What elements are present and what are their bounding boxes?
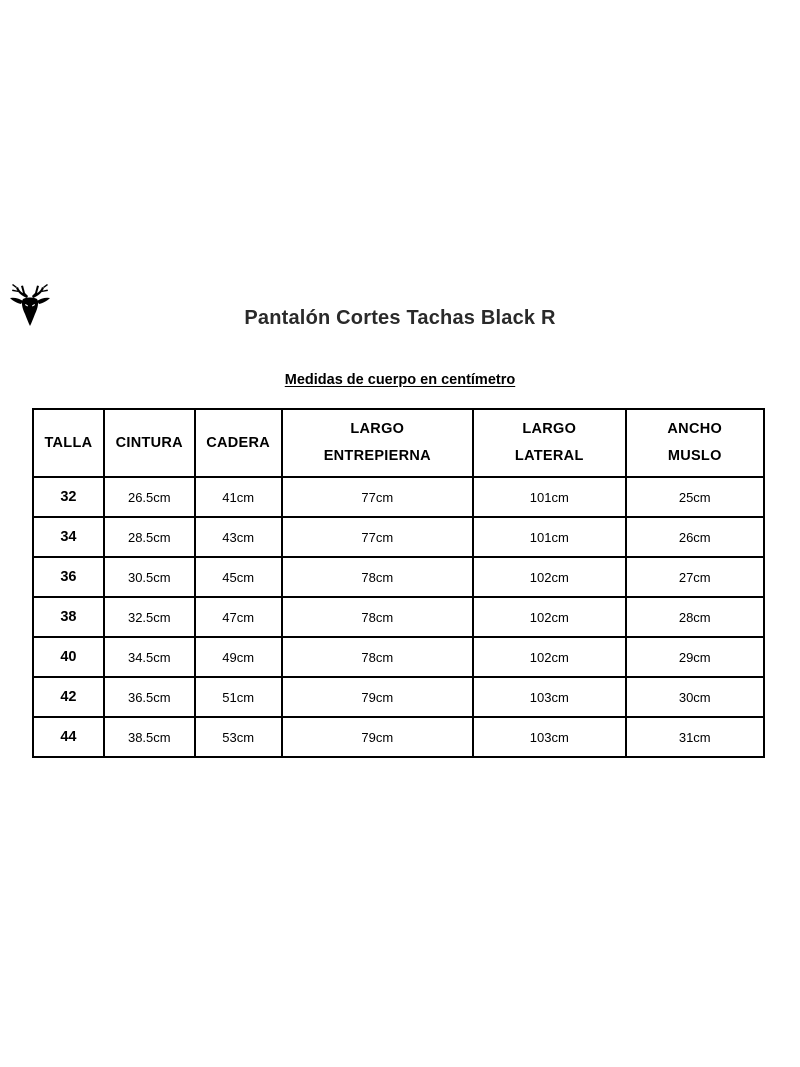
cell-cadera: 45cm	[195, 557, 282, 597]
cell-cintura: 34.5cm	[104, 637, 195, 677]
table-row	[33, 677, 764, 717]
cell-largo-entrepierna: 79cm	[282, 717, 473, 757]
cell-ancho-muslo: 27cm	[626, 557, 765, 597]
cell-ancho-muslo: 25cm	[626, 477, 765, 517]
cell-largo-lateral: 102cm	[473, 557, 625, 597]
header-ancho-muslo	[626, 409, 765, 477]
header-cintura	[104, 409, 195, 477]
cell-ancho-muslo: 30cm	[626, 677, 765, 717]
cell-talla: 40	[33, 637, 104, 677]
header-cadera	[195, 409, 282, 477]
cell-largo-entrepierna: 77cm	[282, 477, 473, 517]
cell-cintura: 38.5cm	[104, 717, 195, 757]
table-row	[33, 717, 764, 757]
cell-largo-lateral: 101cm	[473, 517, 625, 557]
cell-largo-lateral: 103cm	[473, 717, 625, 757]
header-label: TALLA	[44, 434, 93, 451]
table-row	[33, 477, 764, 517]
table-body	[33, 477, 764, 757]
cell-largo-lateral: 101cm	[473, 477, 625, 517]
cell-largo-entrepierna: 79cm	[282, 677, 473, 717]
cell-cintura: 32.5cm	[104, 597, 195, 637]
cell-ancho-muslo: 31cm	[626, 717, 765, 757]
cell-ancho-muslo: 28cm	[626, 597, 765, 637]
cell-talla: 36	[33, 557, 104, 597]
cell-cintura: 30.5cm	[104, 557, 195, 597]
size-chart-table	[32, 408, 765, 758]
cell-cadera: 53cm	[195, 717, 282, 757]
header-label: CINTURA	[115, 434, 183, 451]
cell-talla: 42	[33, 677, 104, 717]
cell-largo-entrepierna: 77cm	[282, 517, 473, 557]
table-row	[33, 557, 764, 597]
cell-talla: 32	[33, 477, 104, 517]
cell-talla: 34	[33, 517, 104, 557]
table-subtitle: Medidas de cuerpo en centímetro	[284, 372, 516, 388]
cell-talla: 44	[33, 717, 104, 757]
cell-largo-lateral: 103cm	[473, 677, 625, 717]
cell-cintura: 26.5cm	[104, 477, 195, 517]
header-label-line1: ANCHO	[667, 421, 723, 437]
cell-cintura: 36.5cm	[104, 677, 195, 717]
table-row	[33, 517, 764, 557]
cell-largo-lateral: 102cm	[473, 597, 625, 637]
header-label-line2: ENTREPIERNA	[323, 448, 431, 464]
header-label-line2: MUSLO	[667, 448, 722, 464]
cell-largo-entrepierna: 78cm	[282, 637, 473, 677]
cell-ancho-muslo: 26cm	[626, 517, 765, 557]
cell-cadera: 49cm	[195, 637, 282, 677]
header-label-line2: LATERAL	[514, 448, 584, 464]
header-largo-entrepierna	[282, 409, 473, 477]
header-label: CADERA	[206, 434, 271, 451]
cell-cadera: 47cm	[195, 597, 282, 637]
cell-largo-entrepierna: 78cm	[282, 557, 473, 597]
table-row	[33, 637, 764, 677]
cell-largo-lateral: 102cm	[473, 637, 625, 677]
header-largo-lateral	[473, 409, 625, 477]
header-label-line1: LARGO	[350, 421, 405, 437]
page-title: Pantalón Cortes Tachas Black R	[244, 307, 556, 329]
table-row	[33, 597, 764, 637]
cell-largo-entrepierna: 78cm	[282, 597, 473, 637]
cell-talla: 38	[33, 597, 104, 637]
cell-cadera: 51cm	[195, 677, 282, 717]
table-header	[33, 409, 764, 477]
header-talla	[33, 409, 104, 477]
cell-cadera: 43cm	[195, 517, 282, 557]
cell-cintura: 28.5cm	[104, 517, 195, 557]
header-label-line1: LARGO	[522, 421, 577, 437]
cell-cadera: 41cm	[195, 477, 282, 517]
header-row	[33, 409, 764, 477]
cell-ancho-muslo: 29cm	[626, 637, 765, 677]
